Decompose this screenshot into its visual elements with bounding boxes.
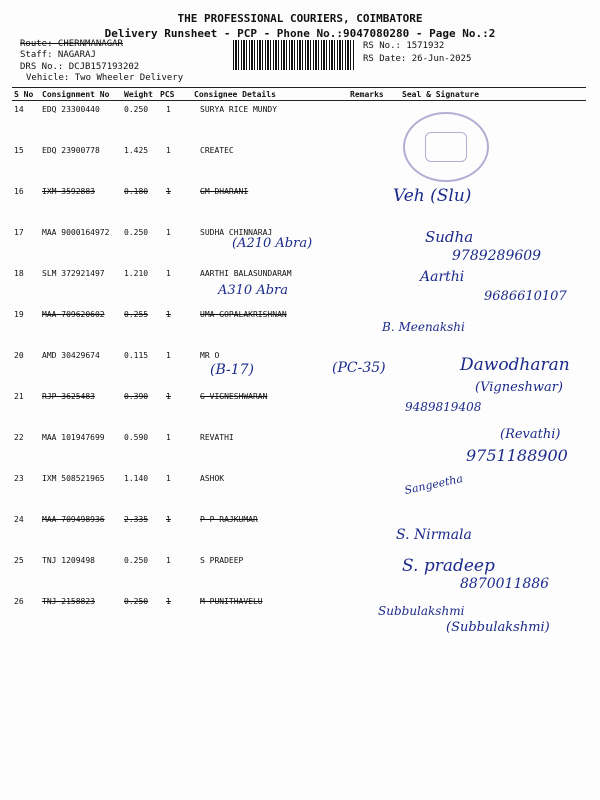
handwriting-r17-phone: 9789289609	[452, 248, 542, 264]
cell-consignee: REVATHI	[200, 433, 234, 442]
handwriting-r18-phone: 9686610107	[484, 289, 567, 304]
cell-sno: 26	[14, 597, 24, 606]
route-text: Route: CHERNMANAGAR	[20, 39, 123, 49]
handwriting-r17-addr: (A210 Abra)	[232, 236, 313, 251]
col-sno: S No	[12, 88, 40, 101]
cell-pcs: 1	[166, 474, 171, 483]
cell-sno: 18	[14, 269, 24, 278]
cell-sno: 20	[14, 351, 24, 360]
cell-consignment: MAA 101947699	[42, 433, 105, 442]
cell-pcs: 1	[166, 310, 171, 319]
seal-stamp	[403, 112, 489, 182]
cell-remarks	[348, 511, 400, 552]
handwriting-r19: B. Meenakshi	[382, 320, 465, 334]
col-pcs: PCS	[158, 88, 192, 101]
rs-date: RS Date: 26-Jun-2025	[363, 54, 472, 64]
cell-remarks	[348, 142, 400, 183]
company-title: THE PROFESSIONAL COURIERS, COIMBATORE	[177, 12, 423, 25]
cell-sno: 21	[14, 392, 24, 401]
table-row	[12, 511, 586, 552]
cell-weight: 1.425	[124, 146, 149, 155]
cell-weight: 0.390	[124, 392, 149, 401]
cell-consignee: UMA GOPALAKRISHNAN	[200, 310, 287, 319]
cell-weight: 2.335	[124, 515, 149, 524]
table-row	[12, 470, 586, 511]
handwriting-r22-phone: 9751188900	[466, 446, 568, 465]
cell-remarks	[348, 265, 400, 306]
cell-consignment: TNJ 1209498	[42, 556, 95, 565]
table-row	[12, 142, 586, 183]
cell-weight: 0.590	[124, 433, 149, 442]
cell-consignment: MAA 709620602	[42, 310, 105, 319]
drs-number: DRS No.: DCJB157193202	[20, 62, 140, 72]
handwriting-r17-sig: Sudha	[425, 228, 474, 246]
cell-pcs: 1	[166, 597, 171, 606]
cell-consignee: CREATEC	[200, 146, 234, 155]
cell-weight: 1.210	[124, 269, 149, 278]
cell-consignment: MAA 709498936	[42, 515, 105, 524]
cell-pcs: 1	[166, 515, 171, 524]
cell-sno: 14	[14, 105, 24, 114]
cell-sno: 22	[14, 433, 24, 442]
cell-consignee: SURYA RICE MUNDY	[200, 105, 278, 114]
runsheet-subtitle: Delivery Runsheet - PCP - Phone No.:9047080280 - Page No.:2	[104, 27, 496, 40]
handwriting-r25-phone: 8870011886	[460, 576, 550, 592]
cell-consignment: TNJ 2158823	[42, 597, 95, 606]
cell-sno: 24	[14, 515, 24, 524]
col-consignee: Consignee Details	[192, 88, 348, 101]
cell-consignment: AMD 30429674	[42, 351, 100, 360]
cell-sno: 23	[14, 474, 24, 483]
handwriting-r23: Sangeetha	[403, 471, 465, 498]
handwriting-r20-b: (PC-35)	[332, 360, 386, 376]
cell-weight: 0.250	[124, 597, 149, 606]
handwriting-r20-sig: Dawodharan	[460, 355, 570, 375]
cell-pcs: 1	[166, 105, 171, 114]
handwriting-r16: Veh (Slu)	[393, 186, 472, 206]
cell-consignment: IXM 3592883	[42, 187, 95, 196]
col-weight: Weight	[122, 88, 158, 101]
cell-sno: 19	[14, 310, 24, 319]
handwriting-r21-phone: 9489819408	[405, 400, 482, 414]
vehicle-text: Vehicle: Two Wheeler Delivery	[26, 73, 184, 83]
cell-pcs: 1	[166, 146, 171, 155]
cell-remarks	[348, 429, 400, 470]
table-row	[12, 306, 586, 347]
col-signature: Seal & Signature	[400, 88, 586, 101]
cell-consignee: S PRADEEP	[200, 556, 244, 565]
cell-weight: 0.250	[124, 105, 149, 114]
cell-remarks	[348, 552, 400, 593]
cell-consignee: P P RAJKUMAR	[200, 515, 258, 524]
cell-weight: 0.250	[124, 228, 149, 237]
cell-consignee: ASHOK	[200, 474, 225, 483]
handwriting-r25-sig: S. pradeep	[402, 556, 495, 576]
cell-consignee: MR O	[200, 351, 220, 360]
cell-weight: 0.180	[124, 187, 149, 196]
cell-consignee: AARTHI BALASUNDARAM	[200, 269, 292, 278]
cell-consignment: EDQ 23900778	[42, 146, 100, 155]
handwriting-r26-b: (Subbulakshmi)	[446, 620, 550, 635]
handwriting-r20-a: (B-17)	[210, 362, 255, 378]
cell-consignment: SLM 372921497	[42, 269, 105, 278]
cell-consignment: IXM 508521965	[42, 474, 105, 483]
cell-weight: 0.250	[124, 556, 149, 565]
cell-consignee: SUDHA CHINNARAJ	[200, 228, 273, 237]
handwriting-r18-sig: Aarthi	[420, 269, 465, 285]
cell-consignee: GM DHARANI	[200, 187, 249, 196]
cell-pcs: 1	[166, 351, 171, 360]
cell-weight: 1.140	[124, 474, 149, 483]
rs-number: RS No.: 1571932	[363, 41, 445, 51]
cell-consignment: MAA 9000164972	[42, 228, 110, 237]
cell-pcs: 1	[166, 433, 171, 442]
cell-pcs: 1	[166, 187, 171, 196]
handwriting-r18-addr: A310 Abra	[218, 283, 289, 298]
cell-consignment: EDQ 23300440	[42, 105, 100, 114]
handwriting-r26-a: Subbulakshmi	[378, 604, 465, 618]
cell-weight: 0.255	[124, 310, 149, 319]
barcode-image	[233, 40, 355, 70]
cell-sno: 17	[14, 228, 24, 237]
cell-remarks	[348, 388, 400, 429]
table-row	[12, 183, 586, 224]
cell-remarks	[348, 470, 400, 511]
cell-sno: 25	[14, 556, 24, 565]
cell-remarks	[348, 224, 400, 265]
handwriting-r21-name: (Vigneshwar)	[475, 380, 563, 395]
table-row	[12, 101, 586, 143]
cell-sno: 15	[14, 146, 24, 155]
staff-text: Staff: NAGARAJ	[20, 50, 96, 60]
cell-pcs: 1	[166, 228, 171, 237]
cell-pcs: 1	[166, 269, 171, 278]
cell-pcs: 1	[166, 556, 171, 565]
cell-pcs: 1	[166, 392, 171, 401]
cell-consignment: RJP 3625483	[42, 392, 95, 401]
cell-weight: 0.115	[124, 351, 149, 360]
col-consignment: Consignment No	[40, 88, 122, 101]
col-remarks: Remarks	[348, 88, 400, 101]
cell-sno: 16	[14, 187, 24, 196]
handwriting-r22-name: (Revathi)	[500, 427, 561, 442]
cell-consignee: G VIGNESHWARAN	[200, 392, 268, 401]
handwriting-r24: S. Nirmala	[396, 527, 472, 543]
cell-remarks	[348, 101, 400, 143]
cell-consignee: M PUNITHAVELU	[200, 597, 263, 606]
table-header-row	[12, 88, 586, 101]
